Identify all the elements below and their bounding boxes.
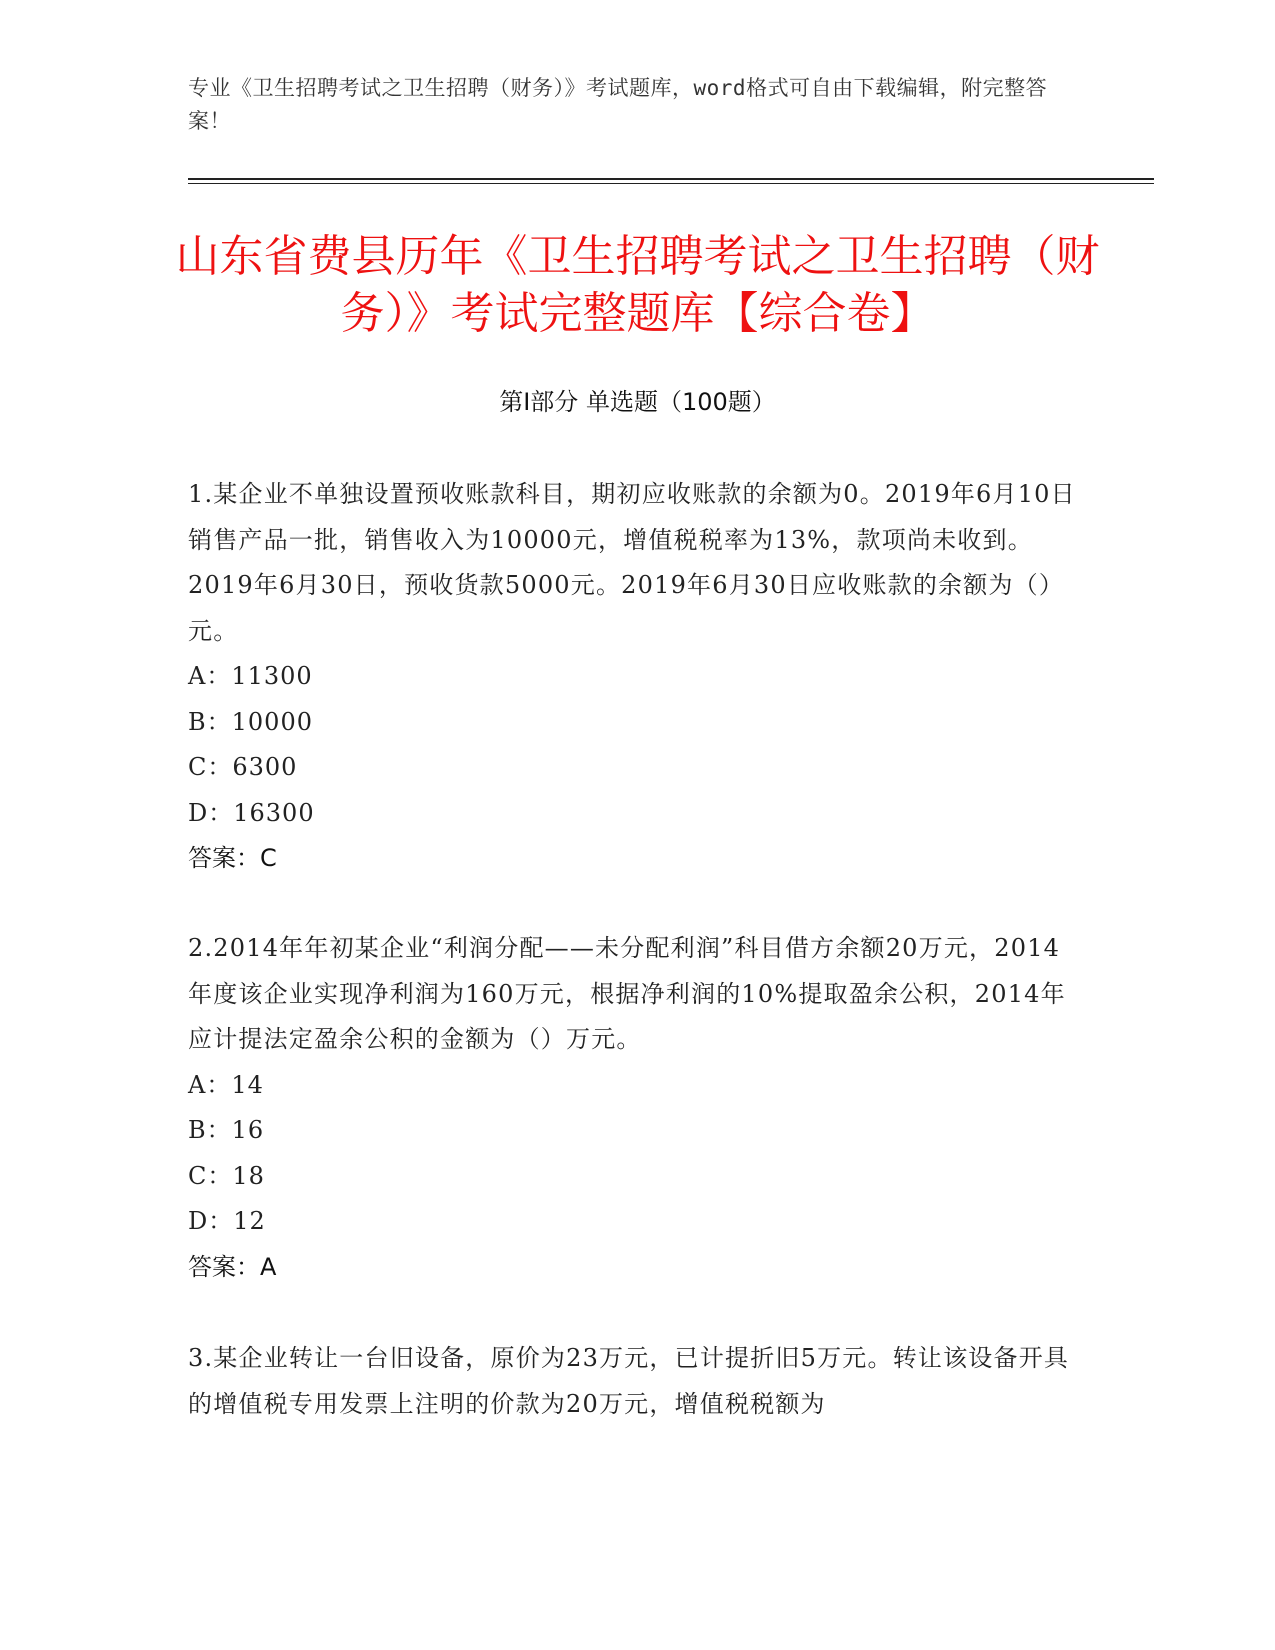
question-stem: 1.某企业不单独设置预收账款科目，期初应收账款的余额为0。2019年6月10日销售产品一批，销售收入为10000元，增值税税率为13%，款项尚未收到。2019年6月30日，预收货款5000元。2019年6月30日应收账款的余额为（）元。 (188, 480, 1076, 645)
answer-prefix: 答案： (188, 1252, 260, 1281)
answer-value: C (260, 844, 277, 872)
header-note: 专业《卫生招聘考试之卫生招聘（财务）》考试题库，word格式可自由下载编辑，附完整答案！ (188, 76, 1048, 133)
option-c: C：18 (188, 1161, 265, 1190)
option-b: B：16 (188, 1116, 265, 1144)
header-divider-thin (188, 183, 1154, 184)
question-1 (188, 472, 1078, 882)
option-d: D：12 (188, 1207, 266, 1235)
option-a: A：14 (188, 1070, 264, 1099)
option-c: C：6300 (188, 753, 298, 781)
option-list (188, 1063, 1078, 1245)
question-3 (188, 1336, 1078, 1427)
option-d: D：16300 (188, 798, 315, 827)
answer-line (188, 1245, 1078, 1291)
header-divider-thick (188, 178, 1154, 180)
option-a: A：11300 (188, 662, 313, 690)
option-b: B：10000 (188, 707, 313, 736)
section-heading: 第I部分 单选题（100题） (499, 388, 776, 416)
answer-value: A (260, 1252, 277, 1281)
option-list (188, 654, 1078, 836)
question-stem: 3.某企业转让一台旧设备，原价为23万元，已计提折旧5万元。转让该设备开具的增值税专用发票上注明的价款为20万元，增值税税额为 (188, 1344, 1070, 1418)
question-2 (188, 926, 1078, 1290)
document-title: 山东省费县历年《卫生招聘考试之卫生招聘（财务）》考试完整题库【综合卷】 (175, 231, 1100, 339)
answer-prefix: 答案： (188, 844, 260, 872)
answer-line (188, 836, 1078, 882)
question-stem: 2.2014年年初某企业“利润分配——未分配利润”科目借方余额20万元，2014年度该企业实现净利润为160万元，根据净利润的10%提取盈余公积，2014年应计提法定盈余公积的金额为（）万元。 (188, 934, 1066, 1053)
